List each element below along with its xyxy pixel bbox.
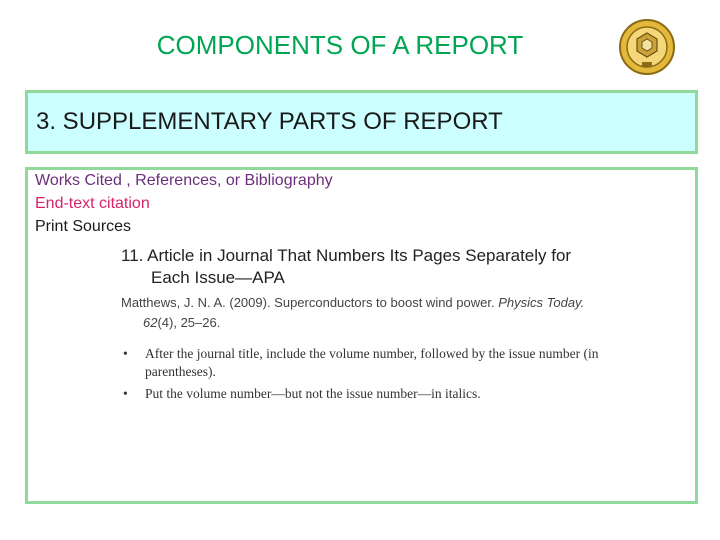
example-heading-line-2: Each Issue—APA (151, 268, 285, 287)
citation-journal: Physics Today. (498, 295, 585, 310)
bullet-icon: • (123, 346, 128, 361)
print-sources-line: Print Sources (35, 218, 132, 235)
end-text-citation-line: End-text citation (35, 195, 150, 212)
note-bullet-1 (121, 345, 601, 381)
example-heading-line-1: 11. Article in Journal That Numbers Its Pages Separately for (121, 246, 572, 265)
university-seal-icon (618, 18, 676, 76)
slide-title: COMPONENTS OF A REPORT (156, 30, 524, 60)
content-panel (25, 167, 698, 504)
note-bullet-2 (121, 385, 601, 403)
section-header-text: 3. SUPPLEMENTARY PARTS OF REPORT (36, 108, 503, 135)
citation-text: Matthews, J. N. A. (2009). Superconductors to boost wind power. (121, 295, 495, 310)
example-heading (121, 245, 601, 289)
note-text-2: Put the volume number—but not the issue number—in italics. (145, 386, 481, 401)
example-notes (121, 345, 601, 407)
citation-volume: 62 (143, 315, 158, 330)
bullet-icon: • (123, 386, 128, 401)
citation-pages: (4), 25–26. (157, 315, 221, 330)
section-header (25, 90, 698, 154)
works-cited-line: Works Cited , References, or Bibliography (35, 172, 333, 189)
note-text-1: After the journal title, include the volume number, followed by the issue number (in parentheses). (145, 346, 599, 379)
example-citation (121, 293, 616, 333)
